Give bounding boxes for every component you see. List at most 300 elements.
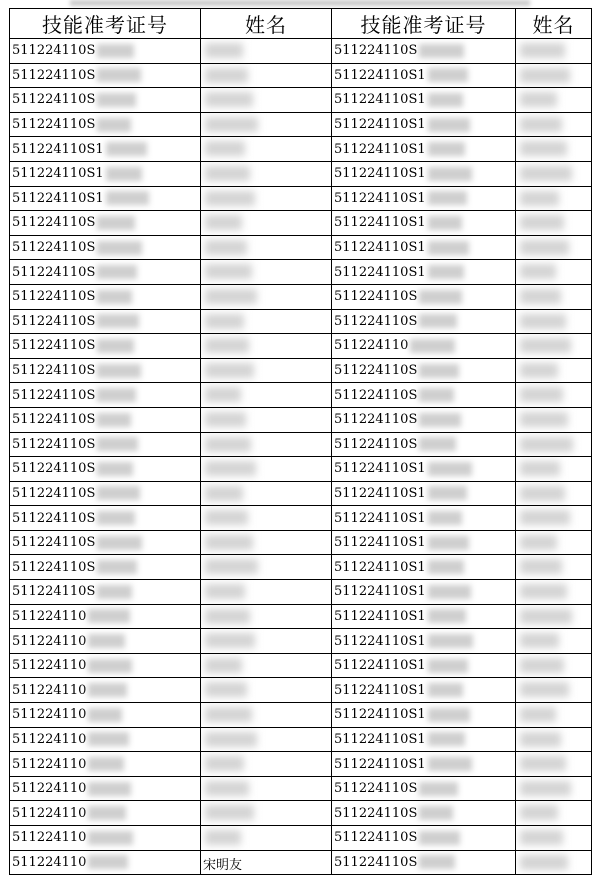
table-row <box>10 752 592 777</box>
table-row <box>10 39 592 64</box>
exam-id-cell-right <box>332 580 516 605</box>
redacted-digits <box>419 314 457 328</box>
name-cell-left <box>201 235 332 260</box>
exam-id-cell-right <box>332 703 516 728</box>
exam-id-prefix: 511224110S <box>12 43 96 59</box>
redacted-digits <box>419 290 462 304</box>
exam-id-cell-left <box>10 506 201 531</box>
exam-id-cell-right <box>332 186 516 211</box>
name-cell-left <box>201 358 332 383</box>
exam-id-cell-left <box>10 481 201 506</box>
redacted-name <box>520 412 568 427</box>
name-cell-right <box>516 88 592 113</box>
exam-id-cell-left <box>10 211 201 236</box>
redacted-name <box>205 830 241 845</box>
table-row <box>10 506 592 531</box>
table-row <box>10 727 592 752</box>
table-row <box>10 432 592 457</box>
name-cell-left <box>201 407 332 432</box>
exam-id-prefix: 511224110S <box>12 559 96 575</box>
name-cell-right <box>516 284 592 309</box>
redacted-digits <box>419 782 458 796</box>
redacted-digits <box>88 659 132 673</box>
redacted-name <box>520 92 557 107</box>
exam-id-prefix: 511224110S1 <box>334 92 426 108</box>
redacted-digits <box>419 364 459 378</box>
name-cell-right <box>516 432 592 457</box>
name-cell-left <box>201 284 332 309</box>
table-row <box>10 776 592 801</box>
exam-id-prefix: 511224110S <box>12 485 96 501</box>
table-row <box>10 88 592 113</box>
redacted-digits <box>428 536 469 550</box>
redacted-name <box>205 510 248 525</box>
exam-id-cell-left <box>10 63 201 88</box>
redacted-digits <box>428 191 467 205</box>
redacted-name <box>205 805 254 820</box>
name-cell-right <box>516 334 592 359</box>
redacted-digits <box>97 290 132 304</box>
name-cell-right <box>516 727 592 752</box>
exam-id-prefix: 511224110S1 <box>334 682 426 698</box>
redacted-digits <box>88 732 129 746</box>
exam-id-cell-right <box>332 727 516 752</box>
exam-id-cell-right <box>332 407 516 432</box>
redacted-digits <box>428 560 464 574</box>
name-cell-left <box>201 112 332 137</box>
redacted-digits <box>97 68 141 82</box>
exam-id-cell-right <box>332 850 516 875</box>
redacted-digits <box>428 265 464 279</box>
exam-id-prefix: 511224110S <box>334 387 418 403</box>
redacted-name <box>520 43 565 58</box>
exam-id-cell-left <box>10 88 201 113</box>
redacted-digits <box>97 93 136 107</box>
name-cell-right <box>516 776 592 801</box>
exam-id-cell-left <box>10 112 201 137</box>
exam-id-prefix: 511224110S1 <box>334 240 426 256</box>
exam-id-cell-right <box>332 260 516 285</box>
redacted-digits <box>428 241 469 255</box>
exam-id-cell-left <box>10 39 201 64</box>
redacted-name <box>205 609 250 624</box>
exam-id-cell-left <box>10 850 201 875</box>
redacted-name <box>205 338 249 353</box>
redacted-name <box>205 781 249 796</box>
redacted-name <box>205 412 246 427</box>
exam-id-prefix: 511224110S1 <box>334 141 426 157</box>
redacted-digits <box>428 486 467 500</box>
name-cell-right <box>516 826 592 851</box>
exam-id-prefix: 511224110 <box>12 731 87 747</box>
name-cell-left <box>201 88 332 113</box>
redacted-name <box>205 756 244 771</box>
redacted-name <box>205 559 258 574</box>
redacted-name <box>520 486 565 501</box>
exam-id-cell-right <box>332 629 516 654</box>
exam-id-prefix: 511224110S <box>12 510 96 526</box>
exam-id-cell-right <box>332 826 516 851</box>
exam-id-prefix: 511224110S1 <box>334 608 426 624</box>
exam-id-cell-left <box>10 752 201 777</box>
redacted-name <box>520 314 566 329</box>
table-row <box>10 678 592 703</box>
exam-id-cell-left <box>10 383 201 408</box>
name-cell-left <box>201 334 332 359</box>
exam-id-prefix: 511224110S <box>334 43 418 59</box>
redacted-digits <box>97 118 131 132</box>
header-name-right: 姓名 <box>516 9 592 39</box>
redacted-name <box>520 732 561 747</box>
redacted-digits <box>428 585 471 599</box>
exam-id-prefix: 511224110S <box>334 289 418 305</box>
exam-id-cell-right <box>332 63 516 88</box>
exam-id-prefix: 511224110 <box>12 608 87 624</box>
exam-id-prefix: 511224110 <box>334 338 409 354</box>
exam-id-cell-right <box>332 358 516 383</box>
table-row <box>10 161 592 186</box>
exam-id-prefix: 511224110S1 <box>334 166 426 182</box>
exam-id-prefix: 511224110S <box>12 67 96 83</box>
redacted-name <box>520 584 567 599</box>
exam-id-cell-right <box>332 604 516 629</box>
exam-id-prefix: 511224110S <box>12 313 96 329</box>
redacted-name <box>205 486 243 501</box>
table-row <box>10 186 592 211</box>
table-row <box>10 801 592 826</box>
exam-id-prefix: 511224110S <box>12 535 96 551</box>
redacted-name <box>520 535 557 550</box>
name-cell-left <box>201 629 332 654</box>
roster-body <box>10 39 592 875</box>
name-cell-left <box>201 63 332 88</box>
exam-id-prefix: 511224110S1 <box>334 633 426 649</box>
exam-id-prefix: 511224110S <box>12 363 96 379</box>
name-cell-right <box>516 383 592 408</box>
exam-id-cell-right <box>332 284 516 309</box>
exam-id-prefix: 511224110S1 <box>334 117 426 133</box>
redacted-name <box>520 559 562 574</box>
exam-id-prefix: 511224110S1 <box>12 166 104 182</box>
exam-id-cell-right <box>332 752 516 777</box>
exam-id-prefix: 511224110S1 <box>334 264 426 280</box>
redacted-name <box>205 633 255 648</box>
exam-id-cell-right <box>332 555 516 580</box>
exam-id-prefix: 511224110S <box>12 387 96 403</box>
exam-id-cell-left <box>10 358 201 383</box>
table-row <box>10 211 592 236</box>
redacted-digits <box>97 314 139 328</box>
redacted-name <box>520 682 569 697</box>
name-cell-left <box>201 850 332 875</box>
exam-id-cell-right <box>332 88 516 113</box>
redacted-name <box>205 117 258 132</box>
redacted-digits <box>419 437 456 451</box>
name-cell-right <box>516 678 592 703</box>
name-cell-right <box>516 235 592 260</box>
exam-id-prefix: 511224110S <box>12 412 96 428</box>
redacted-name <box>520 707 556 722</box>
exam-id-prefix: 511224110S <box>12 264 96 280</box>
redacted-name <box>520 363 558 378</box>
redacted-name <box>205 92 253 107</box>
name-cell-right <box>516 604 592 629</box>
name-cell-left <box>201 752 332 777</box>
exam-id-prefix: 511224110 <box>12 633 87 649</box>
name-cell-left <box>201 826 332 851</box>
redacted-digits <box>97 462 133 476</box>
exam-id-prefix: 511224110S1 <box>334 707 426 723</box>
name-cell-left <box>201 137 332 162</box>
redacted-digits <box>106 191 149 205</box>
exam-id-prefix: 511224110S <box>334 412 418 428</box>
table-row <box>10 481 592 506</box>
redacted-digits <box>428 118 470 132</box>
redacted-digits <box>97 216 135 230</box>
candidate-roster-table <box>9 8 592 875</box>
exam-id-prefix: 511224110S1 <box>334 756 426 772</box>
redacted-digits <box>88 806 126 820</box>
redacted-digits <box>428 757 472 771</box>
redacted-digits <box>97 339 134 353</box>
name-cell-left <box>201 383 332 408</box>
name-cell-right <box>516 752 592 777</box>
exam-id-prefix: 511224110S1 <box>334 67 426 83</box>
table-row <box>10 112 592 137</box>
name-cell-left <box>201 457 332 482</box>
exam-id-prefix: 511224110S1 <box>12 141 104 157</box>
redacted-digits <box>88 683 127 697</box>
redacted-name <box>520 289 561 304</box>
redacted-name <box>205 363 254 378</box>
exam-id-prefix: 511224110S1 <box>334 658 426 674</box>
exam-id-cell-left <box>10 284 201 309</box>
exam-id-cell-left <box>10 826 201 851</box>
exam-id-cell-right <box>332 112 516 137</box>
table-row <box>10 826 592 851</box>
redacted-name <box>520 437 573 452</box>
name-cell-left <box>201 678 332 703</box>
exam-id-prefix: 511224110S1 <box>334 485 426 501</box>
exam-id-cell-left <box>10 530 201 555</box>
redacted-digits <box>88 708 122 722</box>
redacted-name <box>520 117 562 132</box>
redacted-digits <box>97 241 142 255</box>
redacted-digits <box>428 732 465 746</box>
name-cell-left <box>201 776 332 801</box>
exam-id-cell-left <box>10 432 201 457</box>
redacted-name <box>205 658 242 673</box>
table-row <box>10 334 592 359</box>
redacted-digits <box>97 413 131 427</box>
name-cell-left <box>201 211 332 236</box>
redacted-digits <box>88 831 133 845</box>
name-cell-right <box>516 629 592 654</box>
name-cell-right <box>516 506 592 531</box>
exam-id-prefix: 511224110S <box>12 461 96 477</box>
candidate-name: 宋明友 <box>203 857 243 873</box>
redacted-digits <box>428 634 473 648</box>
redacted-digits <box>428 683 463 697</box>
exam-id-prefix: 511224110S <box>334 363 418 379</box>
exam-id-cell-right <box>332 309 516 334</box>
table-row <box>10 555 592 580</box>
name-cell-left <box>201 186 332 211</box>
name-cell-right <box>516 112 592 137</box>
exam-id-cell-right <box>332 432 516 457</box>
exam-id-cell-right <box>332 39 516 64</box>
exam-id-cell-right <box>332 776 516 801</box>
exam-id-prefix: 511224110S1 <box>12 190 104 206</box>
name-cell-right <box>516 137 592 162</box>
redacted-digits <box>97 44 134 58</box>
redacted-digits <box>419 806 453 820</box>
exam-id-cell-right <box>332 137 516 162</box>
redacted-digits <box>428 609 466 623</box>
redacted-digits <box>97 437 138 451</box>
table-row <box>10 530 592 555</box>
exam-id-prefix: 511224110S <box>12 338 96 354</box>
exam-id-cell-left <box>10 137 201 162</box>
redacted-name <box>205 707 252 722</box>
redacted-digits <box>428 167 472 181</box>
exam-id-cell-right <box>332 334 516 359</box>
redacted-name <box>520 68 570 83</box>
exam-id-prefix: 511224110S <box>334 313 418 329</box>
exam-id-prefix: 511224110 <box>12 682 87 698</box>
table-header-row <box>10 9 592 39</box>
table-row <box>10 137 592 162</box>
exam-id-prefix: 511224110S1 <box>334 535 426 551</box>
table-row <box>10 457 592 482</box>
redacted-digits <box>97 486 140 500</box>
redacted-name <box>205 437 251 452</box>
redacted-name <box>205 584 245 599</box>
redacted-name <box>205 215 242 230</box>
redacted-digits <box>97 585 132 599</box>
redacted-digits <box>419 388 454 402</box>
exam-id-prefix: 511224110S <box>334 436 418 452</box>
redacted-digits <box>419 413 461 427</box>
name-cell-right <box>516 457 592 482</box>
redacted-name <box>520 830 563 845</box>
exam-id-cell-left <box>10 555 201 580</box>
redacted-digits <box>97 536 142 550</box>
exam-id-prefix: 511224110S <box>334 781 418 797</box>
exam-id-prefix: 511224110S <box>334 830 418 846</box>
redacted-name <box>520 338 571 353</box>
redacted-digits <box>419 831 460 845</box>
redacted-name <box>520 387 563 402</box>
redacted-name <box>520 756 566 771</box>
exam-id-prefix: 511224110S1 <box>334 510 426 526</box>
exam-id-cell-left <box>10 457 201 482</box>
name-cell-left <box>201 703 332 728</box>
redacted-name <box>205 289 257 304</box>
header-name-left: 姓名 <box>201 9 332 39</box>
redacted-name <box>205 191 255 206</box>
exam-id-cell-right <box>332 211 516 236</box>
exam-id-cell-left <box>10 678 201 703</box>
exam-id-prefix: 511224110S1 <box>334 190 426 206</box>
redacted-name <box>520 141 567 156</box>
exam-id-cell-right <box>332 235 516 260</box>
redacted-digits <box>410 339 455 353</box>
exam-id-cell-left <box>10 703 201 728</box>
exam-id-cell-left <box>10 727 201 752</box>
redacted-name <box>520 510 570 525</box>
redacted-name <box>520 191 559 206</box>
table-row <box>10 850 592 875</box>
exam-id-cell-left <box>10 776 201 801</box>
exam-id-cell-left <box>10 604 201 629</box>
exam-id-cell-left <box>10 260 201 285</box>
exam-id-prefix: 511224110S1 <box>334 731 426 747</box>
name-cell-right <box>516 530 592 555</box>
table-row <box>10 63 592 88</box>
exam-id-cell-left <box>10 653 201 678</box>
redacted-name <box>205 314 244 329</box>
exam-id-prefix: 511224110S <box>12 117 96 133</box>
redacted-digits <box>97 560 137 574</box>
redacted-digits <box>428 68 468 82</box>
exam-id-cell-left <box>10 309 201 334</box>
exam-id-prefix: 511224110S <box>334 854 418 870</box>
redacted-name <box>520 461 560 476</box>
exam-id-prefix: 511224110 <box>12 830 87 846</box>
exam-id-prefix: 511224110S <box>12 240 96 256</box>
exam-id-cell-left <box>10 334 201 359</box>
exam-id-cell-left <box>10 801 201 826</box>
exam-id-prefix: 511224110 <box>12 756 87 772</box>
name-cell-left <box>201 727 332 752</box>
redacted-digits <box>428 462 472 476</box>
table-row <box>10 703 592 728</box>
exam-id-prefix: 511224110 <box>12 707 87 723</box>
exam-id-cell-left <box>10 580 201 605</box>
exam-id-cell-right <box>332 481 516 506</box>
redacted-name <box>520 781 571 796</box>
redacted-name <box>205 166 250 181</box>
redacted-digits <box>88 757 124 771</box>
name-cell-right <box>516 161 592 186</box>
name-cell-left <box>201 530 332 555</box>
redacted-digits <box>106 142 147 156</box>
redacted-name <box>205 68 248 83</box>
name-cell-left <box>201 604 332 629</box>
redacted-name <box>205 732 257 747</box>
redacted-digits <box>97 388 136 402</box>
table-row <box>10 284 592 309</box>
name-cell-left <box>201 161 332 186</box>
redacted-name <box>205 264 252 279</box>
top-header-text-blurred <box>0 0 600 8</box>
name-cell-right <box>516 407 592 432</box>
redacted-digits <box>97 364 141 378</box>
redacted-digits <box>428 708 470 722</box>
name-cell-left <box>201 506 332 531</box>
redacted-name <box>520 658 564 673</box>
redacted-digits <box>88 782 131 796</box>
redacted-digits <box>88 634 125 648</box>
redacted-digits <box>88 609 130 623</box>
name-cell-right <box>516 186 592 211</box>
table-row <box>10 580 592 605</box>
name-cell-left <box>201 580 332 605</box>
exam-id-prefix: 511224110 <box>12 658 87 674</box>
exam-id-prefix: 511224110 <box>12 854 87 870</box>
name-cell-left <box>201 801 332 826</box>
